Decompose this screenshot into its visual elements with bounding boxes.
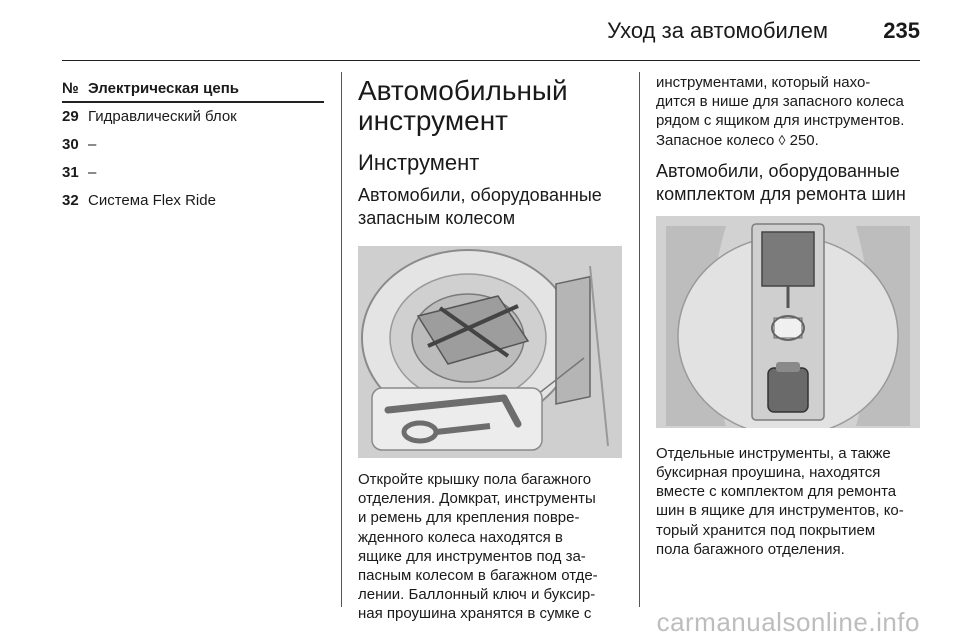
fuse-table (62, 80, 324, 215)
text-line: жденного колеса находятся в (358, 528, 563, 546)
text-line: Откройте крышку пола багажного (358, 471, 592, 488)
heading-line: запасным колесом (358, 208, 516, 228)
spare-wheel-illustration (358, 246, 622, 458)
section-title-line: Автомобильный (358, 75, 568, 106)
section-title (358, 76, 622, 136)
heading-line: комплектом для ремонта шин (656, 183, 906, 204)
subsection-title: Инструмент (358, 150, 480, 175)
cross-reference[interactable] (656, 131, 922, 150)
page-reference-icon: ◊ (778, 131, 786, 148)
column-right (656, 73, 922, 559)
column-middle (358, 76, 622, 624)
column-divider-2 (639, 72, 640, 607)
tyre-repair-kit-illustration (656, 216, 920, 428)
text-line: ящике для инструментов под за- (358, 547, 586, 565)
text-line: пасным колесом в багажном отде- (358, 567, 598, 585)
spare-wheel-text-continued (656, 73, 922, 150)
fuse-circuit: Система Flex Ride (88, 192, 216, 209)
watermark: carmanualsonline.info (656, 607, 920, 637)
fuse-number: 30 (62, 136, 79, 153)
heading-line: Автомобили, оборудованные (656, 160, 900, 181)
fuse-circuit: Гидравлический блок (88, 108, 237, 125)
repair-kit-text (656, 444, 922, 559)
fuse-number: 31 (62, 164, 79, 181)
cross-reference-page: 250. (789, 131, 819, 149)
text-line: вместе с комплектом для ремонта (656, 483, 897, 501)
heading-repair-kit (656, 160, 922, 206)
text-line: рядом с ящиком для инструментов. (656, 112, 905, 130)
text-line: дится в нише для запасного колеса (656, 93, 904, 111)
text-line: инструментами, который нахо- (656, 74, 871, 91)
fuse-number: 32 (62, 192, 79, 209)
sealant-bottle-shape (768, 368, 808, 412)
table-row (62, 187, 324, 215)
spare-wheel-text (358, 470, 622, 624)
fuse-table-header (62, 80, 324, 103)
text-line: пола багажного отделения. (656, 540, 845, 558)
fuse-circuit: – (88, 136, 97, 153)
page-title: Уход за автомобилем (607, 18, 828, 43)
heading-line: Автомобили, оборудованные (358, 185, 602, 205)
text-line: лении. Баллонный ключ и буксир- (358, 586, 596, 604)
text-line: буксирная проушина, находятся (656, 464, 881, 482)
fuse-circuit: – (88, 164, 97, 181)
cross-reference-label: Запасное колесо (656, 131, 775, 149)
text-line: отделения. Домкрат, инструменты (358, 490, 596, 508)
compressor-shape (762, 232, 814, 286)
column-header-no: № (62, 80, 79, 97)
table-row (62, 103, 324, 131)
column-header-circuit: Электрическая цепь (88, 80, 240, 97)
text-line: шин в ящике для инструментов, ко- (656, 502, 904, 520)
text-line: торый хранится под покрытием (656, 521, 876, 539)
page-header (62, 0, 920, 61)
heading-spare-wheel (358, 184, 622, 230)
section-title-line: инструмент (358, 105, 508, 136)
fuse-number: 29 (62, 108, 79, 125)
page-number: 235 (883, 18, 920, 43)
text-line: Отдельные инструменты, а также (656, 444, 891, 462)
table-row (62, 131, 324, 159)
column-divider-1 (341, 72, 342, 607)
text-line: и ремень для крепления повре- (358, 509, 580, 527)
tool-bag-shape (556, 277, 590, 404)
text-line: ная проушина хранятся в сумке с (358, 605, 592, 623)
table-row (62, 159, 324, 187)
